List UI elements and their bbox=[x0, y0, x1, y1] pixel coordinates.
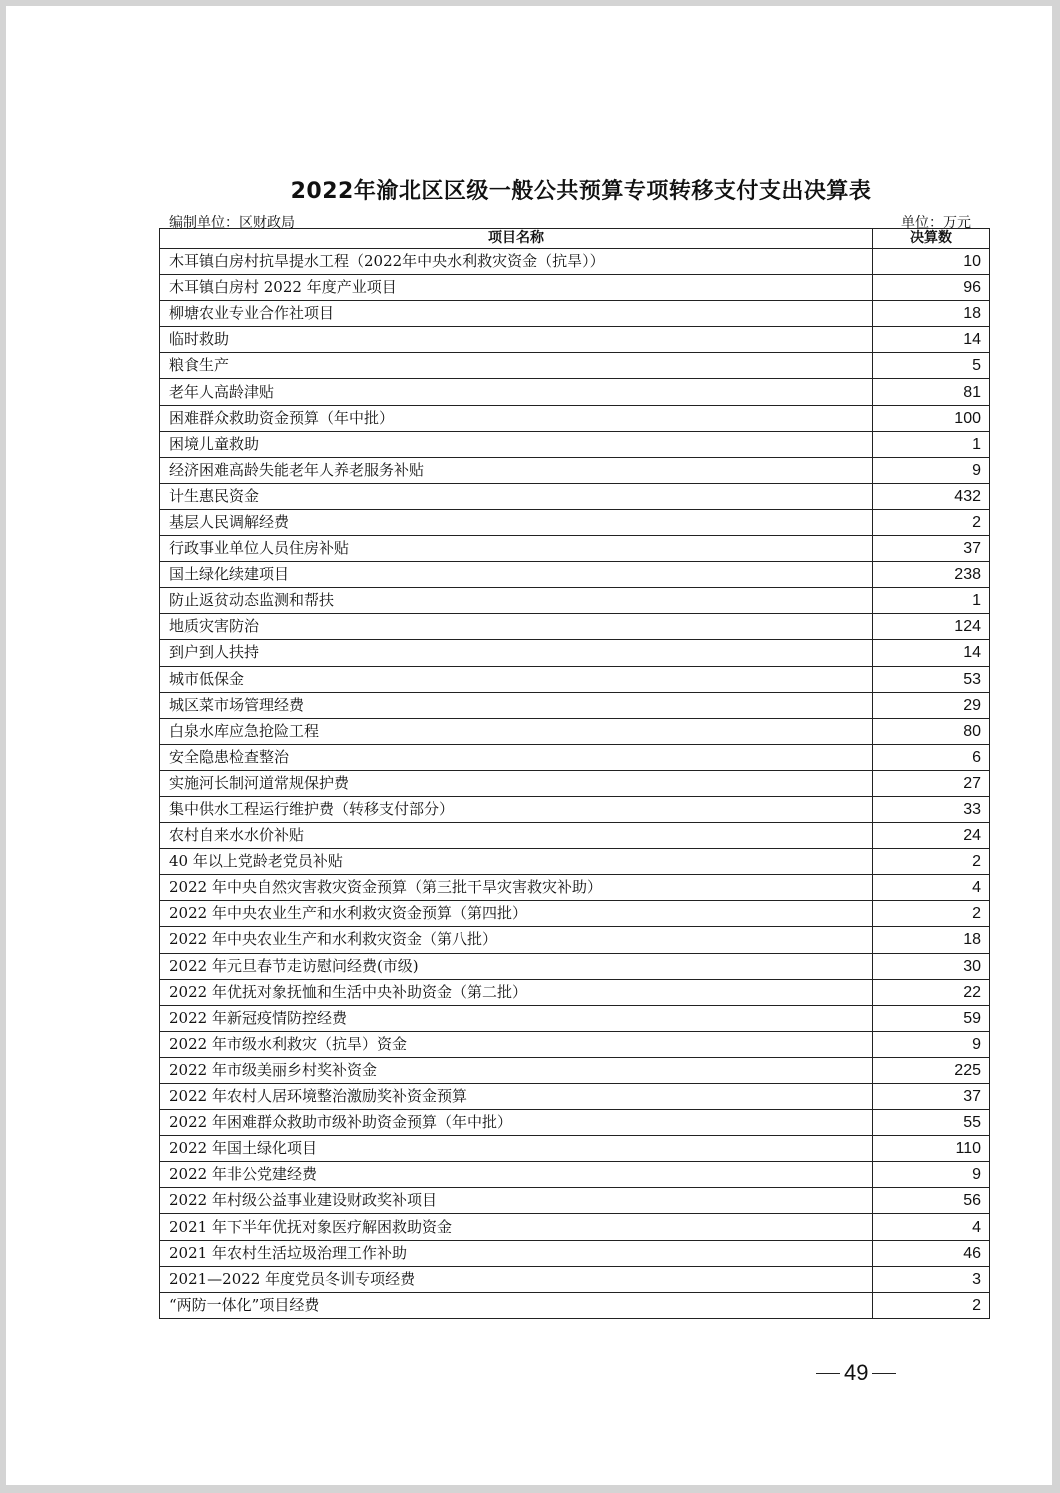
table-row bbox=[160, 1214, 990, 1240]
table-row bbox=[160, 1240, 990, 1266]
document-page bbox=[6, 6, 1052, 1485]
amount-cell: 53 bbox=[873, 666, 990, 692]
table-row bbox=[160, 275, 990, 301]
project-name-cell: 2022 年新冠疫情防控经费 bbox=[160, 1005, 873, 1031]
project-name-cell: 困难群众救助资金预算（年中批） bbox=[160, 405, 873, 431]
project-name-cell: 粮食生产 bbox=[160, 353, 873, 379]
table-row bbox=[160, 327, 990, 353]
table-row bbox=[160, 979, 990, 1005]
amount-cell: 3 bbox=[873, 1266, 990, 1292]
table-row bbox=[160, 588, 990, 614]
project-name-cell: 集中供水工程运行维护费（转移支付部分） bbox=[160, 796, 873, 822]
amount-cell: 96 bbox=[873, 275, 990, 301]
project-name-cell: 城区菜市场管理经费 bbox=[160, 692, 873, 718]
project-name-cell: 经济困难高龄失能老年人养老服务补贴 bbox=[160, 457, 873, 483]
amount-cell: 9 bbox=[873, 1031, 990, 1057]
table-row bbox=[160, 927, 990, 953]
amount-cell: 27 bbox=[873, 770, 990, 796]
table-row bbox=[160, 1292, 990, 1318]
table-row bbox=[160, 744, 990, 770]
project-name-cell: 行政事业单位人员住房补贴 bbox=[160, 536, 873, 562]
budget-table bbox=[159, 228, 990, 1319]
table-row bbox=[160, 770, 990, 796]
project-name-cell: 2022 年中央农业生产和水利救灾资金预算（第四批） bbox=[160, 901, 873, 927]
dash-right bbox=[872, 1373, 896, 1374]
table-row bbox=[160, 1031, 990, 1057]
project-name-cell: 2022 年中央自然灾害救灾资金预算（第三批干旱灾害救灾补助） bbox=[160, 875, 873, 901]
project-name-cell: “两防一体化”项目经费 bbox=[160, 1292, 873, 1318]
amount-cell: 9 bbox=[873, 457, 990, 483]
project-name-cell: 2022 年困难群众救助市级补助资金预算（年中批） bbox=[160, 1110, 873, 1136]
project-name-cell: 2022 年农村人居环境整治激励奖补资金预算 bbox=[160, 1084, 873, 1110]
table-row bbox=[160, 1162, 990, 1188]
amount-cell: 22 bbox=[873, 979, 990, 1005]
column-header-name: 项目名称 bbox=[160, 229, 873, 249]
table-row bbox=[160, 536, 990, 562]
amount-cell: 9 bbox=[873, 1162, 990, 1188]
dash-left bbox=[816, 1373, 840, 1374]
project-name-cell: 2022 年国土绿化项目 bbox=[160, 1136, 873, 1162]
project-name-cell: 临时救助 bbox=[160, 327, 873, 353]
table-row bbox=[160, 849, 990, 875]
amount-cell: 56 bbox=[873, 1188, 990, 1214]
table-row bbox=[160, 457, 990, 483]
amount-cell: 37 bbox=[873, 1084, 990, 1110]
table-row bbox=[160, 796, 990, 822]
amount-cell: 2 bbox=[873, 849, 990, 875]
project-name-cell: 实施河长制河道常规保护费 bbox=[160, 770, 873, 796]
amount-cell: 110 bbox=[873, 1136, 990, 1162]
project-name-cell: 计生惠民资金 bbox=[160, 483, 873, 509]
project-name-cell: 木耳镇白房村抗旱提水工程（2022年中央水利救灾资金（抗旱）） bbox=[160, 249, 873, 275]
amount-cell: 24 bbox=[873, 823, 990, 849]
table-row bbox=[160, 953, 990, 979]
project-name-cell: 到户到人扶持 bbox=[160, 640, 873, 666]
project-name-cell: 2022 年元旦春节走访慰问经费(市级) bbox=[160, 953, 873, 979]
amount-cell: 4 bbox=[873, 1214, 990, 1240]
project-name-cell: 基层人民调解经费 bbox=[160, 509, 873, 535]
project-name-cell: 困境儿童救助 bbox=[160, 431, 873, 457]
table-row bbox=[160, 640, 990, 666]
table-row bbox=[160, 1136, 990, 1162]
table-row bbox=[160, 1005, 990, 1031]
table-row bbox=[160, 405, 990, 431]
table-row bbox=[160, 353, 990, 379]
table-row bbox=[160, 1266, 990, 1292]
amount-cell: 18 bbox=[873, 301, 990, 327]
page-number-text: 49 bbox=[844, 1360, 869, 1385]
amount-cell: 30 bbox=[873, 953, 990, 979]
project-name-cell: 国土绿化续建项目 bbox=[160, 562, 873, 588]
table-row bbox=[160, 1110, 990, 1136]
table-row bbox=[160, 1188, 990, 1214]
amount-cell: 2 bbox=[873, 1292, 990, 1318]
table-row bbox=[160, 823, 990, 849]
amount-cell: 59 bbox=[873, 1005, 990, 1031]
amount-cell: 46 bbox=[873, 1240, 990, 1266]
amount-cell: 1 bbox=[873, 431, 990, 457]
amount-cell: 124 bbox=[873, 614, 990, 640]
table-row bbox=[160, 666, 990, 692]
table-row bbox=[160, 562, 990, 588]
project-name-cell: 木耳镇白房村 2022 年度产业项目 bbox=[160, 275, 873, 301]
page-number bbox=[812, 1360, 900, 1386]
table-row bbox=[160, 1057, 990, 1083]
amount-cell: 2 bbox=[873, 509, 990, 535]
project-name-cell: 柳塘农业专业合作社项目 bbox=[160, 301, 873, 327]
table-row bbox=[160, 431, 990, 457]
project-name-cell: 2022 年市级水利救灾（抗旱）资金 bbox=[160, 1031, 873, 1057]
amount-cell: 225 bbox=[873, 1057, 990, 1083]
amount-cell: 1 bbox=[873, 588, 990, 614]
project-name-cell: 安全隐患检查整治 bbox=[160, 744, 873, 770]
amount-cell: 2 bbox=[873, 901, 990, 927]
project-name-cell: 农村自来水水价补贴 bbox=[160, 823, 873, 849]
amount-cell: 100 bbox=[873, 405, 990, 431]
amount-cell: 6 bbox=[873, 744, 990, 770]
column-header-amount: 决算数 bbox=[873, 229, 990, 249]
table-row bbox=[160, 718, 990, 744]
amount-cell: 80 bbox=[873, 718, 990, 744]
amount-cell: 14 bbox=[873, 640, 990, 666]
amount-cell: 10 bbox=[873, 249, 990, 275]
unit-label: 单位：万元 bbox=[901, 215, 971, 231]
compiler-label: 编制单位：区财政局 bbox=[169, 215, 295, 231]
amount-cell: 18 bbox=[873, 927, 990, 953]
table-row bbox=[160, 301, 990, 327]
table-row bbox=[160, 509, 990, 535]
project-name-cell: 地质灾害防治 bbox=[160, 614, 873, 640]
table-row bbox=[160, 614, 990, 640]
table-row bbox=[160, 379, 990, 405]
project-name-cell: 2021 年下半年优抚对象医疗解困救助资金 bbox=[160, 1214, 873, 1240]
table-row bbox=[160, 1084, 990, 1110]
project-name-cell: 2022 年优抚对象抚恤和生活中央补助资金（第二批） bbox=[160, 979, 873, 1005]
table-row bbox=[160, 875, 990, 901]
table-header-row bbox=[160, 229, 990, 249]
amount-cell: 33 bbox=[873, 796, 990, 822]
amount-cell: 238 bbox=[873, 562, 990, 588]
project-name-cell: 2022 年非公党建经费 bbox=[160, 1162, 873, 1188]
table-row bbox=[160, 249, 990, 275]
amount-cell: 14 bbox=[873, 327, 990, 353]
amount-cell: 37 bbox=[873, 536, 990, 562]
project-name-cell: 白泉水库应急抢险工程 bbox=[160, 718, 873, 744]
table-row bbox=[160, 692, 990, 718]
table-row bbox=[160, 483, 990, 509]
amount-cell: 432 bbox=[873, 483, 990, 509]
project-name-cell: 防止返贫动态监测和帮扶 bbox=[160, 588, 873, 614]
project-name-cell: 城市低保金 bbox=[160, 666, 873, 692]
page-title: 2022年渝北区区级一般公共预算专项转移支付支出决算表 bbox=[290, 179, 872, 204]
amount-cell: 55 bbox=[873, 1110, 990, 1136]
project-name-cell: 40 年以上党龄老党员补贴 bbox=[160, 849, 873, 875]
amount-cell: 5 bbox=[873, 353, 990, 379]
project-name-cell: 2021 年农村生活垃圾治理工作补助 bbox=[160, 1240, 873, 1266]
amount-cell: 81 bbox=[873, 379, 990, 405]
project-name-cell: 2022 年中央农业生产和水利救灾资金（第八批） bbox=[160, 927, 873, 953]
amount-cell: 29 bbox=[873, 692, 990, 718]
project-name-cell: 2022 年市级美丽乡村奖补资金 bbox=[160, 1057, 873, 1083]
table-row bbox=[160, 901, 990, 927]
project-name-cell: 老年人高龄津贴 bbox=[160, 379, 873, 405]
project-name-cell: 2021—2022 年度党员冬训专项经费 bbox=[160, 1266, 873, 1292]
table-body bbox=[160, 249, 990, 1319]
project-name-cell: 2022 年村级公益事业建设财政奖补项目 bbox=[160, 1188, 873, 1214]
amount-cell: 4 bbox=[873, 875, 990, 901]
